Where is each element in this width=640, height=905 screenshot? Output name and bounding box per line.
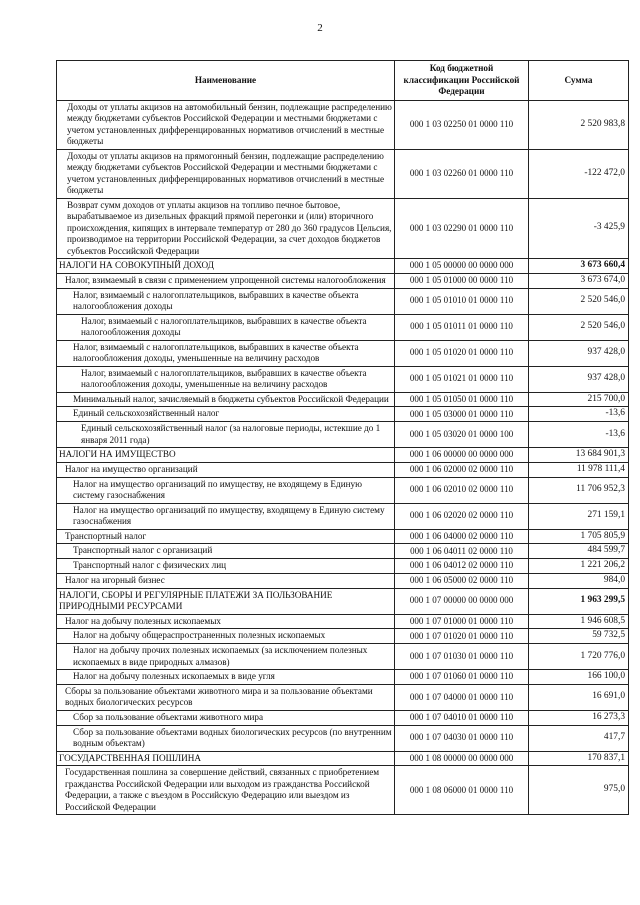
row-name: Налог на добычу полезных ископаемых bbox=[57, 614, 395, 629]
row-sum: 16 691,0 bbox=[529, 684, 629, 710]
table-row bbox=[57, 407, 629, 422]
row-name: Налог, взимаемый с налогоплательщиков, выбравших в качестве объекта налогообложения доходы bbox=[57, 314, 395, 340]
row-sum: 1 705 805,9 bbox=[529, 529, 629, 544]
row-code: 000 1 05 03000 01 0000 110 bbox=[395, 407, 529, 422]
row-code: 000 1 07 01000 01 0000 110 bbox=[395, 614, 529, 629]
row-code: 000 1 05 01020 01 0000 110 bbox=[395, 340, 529, 366]
table-row bbox=[57, 477, 629, 503]
row-sum: 984,0 bbox=[529, 573, 629, 588]
header-code: Код бюджетной классификации Российской Федерации bbox=[395, 61, 529, 101]
table-row bbox=[57, 198, 629, 259]
row-sum: -13,6 bbox=[529, 422, 629, 448]
table-header-row bbox=[57, 61, 629, 101]
row-name: Минимальный налог, зачисляемый в бюджеты субъектов Российской Федерации bbox=[57, 392, 395, 407]
row-code: 000 1 05 01010 01 0000 110 bbox=[395, 288, 529, 314]
row-code: 000 1 05 01000 00 0000 110 bbox=[395, 273, 529, 288]
revenue-table bbox=[56, 60, 629, 815]
row-code: 000 1 07 04000 01 0000 110 bbox=[395, 684, 529, 710]
row-code: 000 1 06 04000 02 0000 110 bbox=[395, 529, 529, 544]
row-name: Налог на имущество организаций по имуществу, не входящему в Единую систему газоснабжения bbox=[57, 477, 395, 503]
table-row bbox=[57, 766, 629, 815]
row-sum: 975,0 bbox=[529, 766, 629, 815]
row-code: 000 1 03 02290 01 0000 110 bbox=[395, 198, 529, 259]
table-row bbox=[57, 422, 629, 448]
row-sum: 1 963 299,5 bbox=[529, 588, 629, 614]
row-sum: 417,7 bbox=[529, 725, 629, 751]
page-number: 2 bbox=[317, 22, 323, 34]
row-code: 000 1 05 03020 01 0000 100 bbox=[395, 422, 529, 448]
table-row bbox=[57, 544, 629, 559]
row-code: 000 1 05 01050 01 0000 110 bbox=[395, 392, 529, 407]
table-row bbox=[57, 340, 629, 366]
row-sum: -3 425,9 bbox=[529, 198, 629, 259]
row-name: Налог, взимаемый с налогоплательщиков, выбравших в качестве объекта налогообложения доходы, уменьшенные на величину расходов bbox=[57, 366, 395, 392]
row-sum: 1 946 608,5 bbox=[529, 614, 629, 629]
row-code: 000 1 05 01021 01 0000 110 bbox=[395, 366, 529, 392]
row-name: НАЛОГИ НА СОВОКУПНЫЙ ДОХОД bbox=[57, 259, 395, 274]
table-row bbox=[57, 751, 629, 766]
row-sum: 11 978 111,4 bbox=[529, 462, 629, 477]
row-name: НАЛОГИ НА ИМУЩЕСТВО bbox=[57, 448, 395, 463]
table-row bbox=[57, 288, 629, 314]
row-sum: 2 520 546,0 bbox=[529, 288, 629, 314]
row-name: ГОСУДАРСТВЕННАЯ ПОШЛИНА bbox=[57, 751, 395, 766]
table-row bbox=[57, 710, 629, 725]
table-row bbox=[57, 149, 629, 198]
row-code: 000 1 06 04012 02 0000 110 bbox=[395, 559, 529, 574]
row-name: Государственная пошлина за совершение действий, связанных с приобретением гражданства Российской Федерации или выходом из гражданства Российской Федерации, а также с въездом в Российскую Федерацию или выездом из Российской Федерации bbox=[57, 766, 395, 815]
row-name: Единый сельскохозяйственный налог (за налоговые периоды, истекшие до 1 января 2011 года) bbox=[57, 422, 395, 448]
row-code: 000 1 07 04010 01 0000 110 bbox=[395, 710, 529, 725]
table-row bbox=[57, 588, 629, 614]
row-code: 000 1 03 02250 01 0000 110 bbox=[395, 100, 529, 149]
row-code: 000 1 07 04030 01 0000 110 bbox=[395, 725, 529, 751]
row-sum: 2 520 546,0 bbox=[529, 314, 629, 340]
row-name: Транспортный налог с организаций bbox=[57, 544, 395, 559]
row-name: Транспортный налог bbox=[57, 529, 395, 544]
row-code: 000 1 07 01030 01 0000 110 bbox=[395, 644, 529, 670]
row-name: Доходы от уплаты акцизов на прямогонный бензин, подлежащие распределению между бюджетами субъектов Российской Федерации и местными бюджетами с учетом установленных дифференцированных нормативов отчислений в местные бюджеты bbox=[57, 149, 395, 198]
row-name: Налог, взимаемый в связи с применением упрощенной системы налогообложения bbox=[57, 273, 395, 288]
table-row bbox=[57, 100, 629, 149]
row-code: 000 1 06 04011 02 0000 110 bbox=[395, 544, 529, 559]
row-sum: 215 700,0 bbox=[529, 392, 629, 407]
row-code: 000 1 03 02260 01 0000 110 bbox=[395, 149, 529, 198]
table-row bbox=[57, 448, 629, 463]
row-sum: 3 673 674,0 bbox=[529, 273, 629, 288]
table-row bbox=[57, 259, 629, 274]
table-row bbox=[57, 573, 629, 588]
table-row bbox=[57, 644, 629, 670]
row-sum: -122 472,0 bbox=[529, 149, 629, 198]
row-code: 000 1 06 02000 02 0000 110 bbox=[395, 462, 529, 477]
row-sum: 11 706 952,3 bbox=[529, 477, 629, 503]
row-name: Налог, взимаемый с налогоплательщиков, выбравших в качестве объекта налогообложения доходы bbox=[57, 288, 395, 314]
row-code: 000 1 08 00000 00 0000 000 bbox=[395, 751, 529, 766]
table-row bbox=[57, 614, 629, 629]
table-row bbox=[57, 725, 629, 751]
header-name: Наименование bbox=[57, 61, 395, 101]
header-sum: Сумма bbox=[529, 61, 629, 101]
row-name: Сборы за пользование объектами животного мира и за пользование объектами водных биологических ресурсов bbox=[57, 684, 395, 710]
row-code: 000 1 07 00000 00 0000 000 bbox=[395, 588, 529, 614]
row-name: НАЛОГИ, СБОРЫ И РЕГУЛЯРНЫЕ ПЛАТЕЖИ ЗА ПОЛЬЗОВАНИЕ ПРИРОДНЫМИ РЕСУРСАМИ bbox=[57, 588, 395, 614]
row-name: Налог на имущество организаций по имуществу, входящему в Единую систему газоснабжения bbox=[57, 503, 395, 529]
row-code: 000 1 07 01060 01 0000 110 bbox=[395, 670, 529, 685]
table-row bbox=[57, 314, 629, 340]
row-sum: 271 159,1 bbox=[529, 503, 629, 529]
row-code: 000 1 05 00000 00 0000 000 bbox=[395, 259, 529, 274]
row-name: Налог на игорный бизнес bbox=[57, 573, 395, 588]
row-sum: 937 428,0 bbox=[529, 366, 629, 392]
row-sum: 1 221 206,2 bbox=[529, 559, 629, 574]
row-code: 000 1 06 00000 00 0000 000 bbox=[395, 448, 529, 463]
row-code: 000 1 06 02010 02 0000 110 bbox=[395, 477, 529, 503]
row-sum: 170 837,1 bbox=[529, 751, 629, 766]
table-row bbox=[57, 462, 629, 477]
row-sum: 484 599,7 bbox=[529, 544, 629, 559]
row-sum: 166 100,0 bbox=[529, 670, 629, 685]
row-name: Возврат сумм доходов от уплаты акцизов на топливо печное бытовое, вырабатываемое из дизельных фракций прямой перегонки и (или) вторичного происхождения, кипящих в интервале температур от 280 до 360 градусов Цельсия, производимое на территории Российской Федерации, за счет доходов бюджетов субъектов Российской Федерации bbox=[57, 198, 395, 259]
table-row bbox=[57, 503, 629, 529]
table-row bbox=[57, 684, 629, 710]
table-row bbox=[57, 629, 629, 644]
table-row bbox=[57, 392, 629, 407]
table-row bbox=[57, 366, 629, 392]
row-code: 000 1 08 06000 01 0000 110 bbox=[395, 766, 529, 815]
row-name: Налог на имущество организаций bbox=[57, 462, 395, 477]
row-code: 000 1 06 05000 02 0000 110 bbox=[395, 573, 529, 588]
row-name: Налог на добычу прочих полезных ископаемых (за исключением полезных ископаемых в виде природных алмазов) bbox=[57, 644, 395, 670]
table-body bbox=[57, 100, 629, 815]
row-sum: 59 732,5 bbox=[529, 629, 629, 644]
row-name: Сбор за пользование объектами водных биологических ресурсов (по внутренним водным объектам) bbox=[57, 725, 395, 751]
row-sum: 13 684 901,3 bbox=[529, 448, 629, 463]
row-code: 000 1 05 01011 01 0000 110 bbox=[395, 314, 529, 340]
row-sum: 16 273,3 bbox=[529, 710, 629, 725]
row-name: Единый сельскохозяйственный налог bbox=[57, 407, 395, 422]
row-sum: 937 428,0 bbox=[529, 340, 629, 366]
row-code: 000 1 07 01020 01 0000 110 bbox=[395, 629, 529, 644]
row-name: Доходы от уплаты акцизов на автомобильный бензин, подлежащие распределению между бюджетами субъектов Российской Федерации и местными бюджетами с учетом установленных дифференцированных нормативов отчислений в местные бюджеты bbox=[57, 100, 395, 149]
row-sum: 3 673 660,4 bbox=[529, 259, 629, 274]
table-row bbox=[57, 559, 629, 574]
row-sum: 1 720 776,0 bbox=[529, 644, 629, 670]
row-name: Сбор за пользование объектами животного мира bbox=[57, 710, 395, 725]
row-sum: 2 520 983,8 bbox=[529, 100, 629, 149]
table-row bbox=[57, 273, 629, 288]
row-name: Налог на добычу общераспространенных полезных ископаемых bbox=[57, 629, 395, 644]
row-code: 000 1 06 02020 02 0000 110 bbox=[395, 503, 529, 529]
row-name: Транспортный налог с физических лиц bbox=[57, 559, 395, 574]
table-row bbox=[57, 670, 629, 685]
row-sum: -13,6 bbox=[529, 407, 629, 422]
table-row bbox=[57, 529, 629, 544]
row-name: Налог, взимаемый с налогоплательщиков, выбравших в качестве объекта налогообложения доходы, уменьшенные на величину расходов bbox=[57, 340, 395, 366]
row-name: Налог на добычу полезных ископаемых в виде угля bbox=[57, 670, 395, 685]
